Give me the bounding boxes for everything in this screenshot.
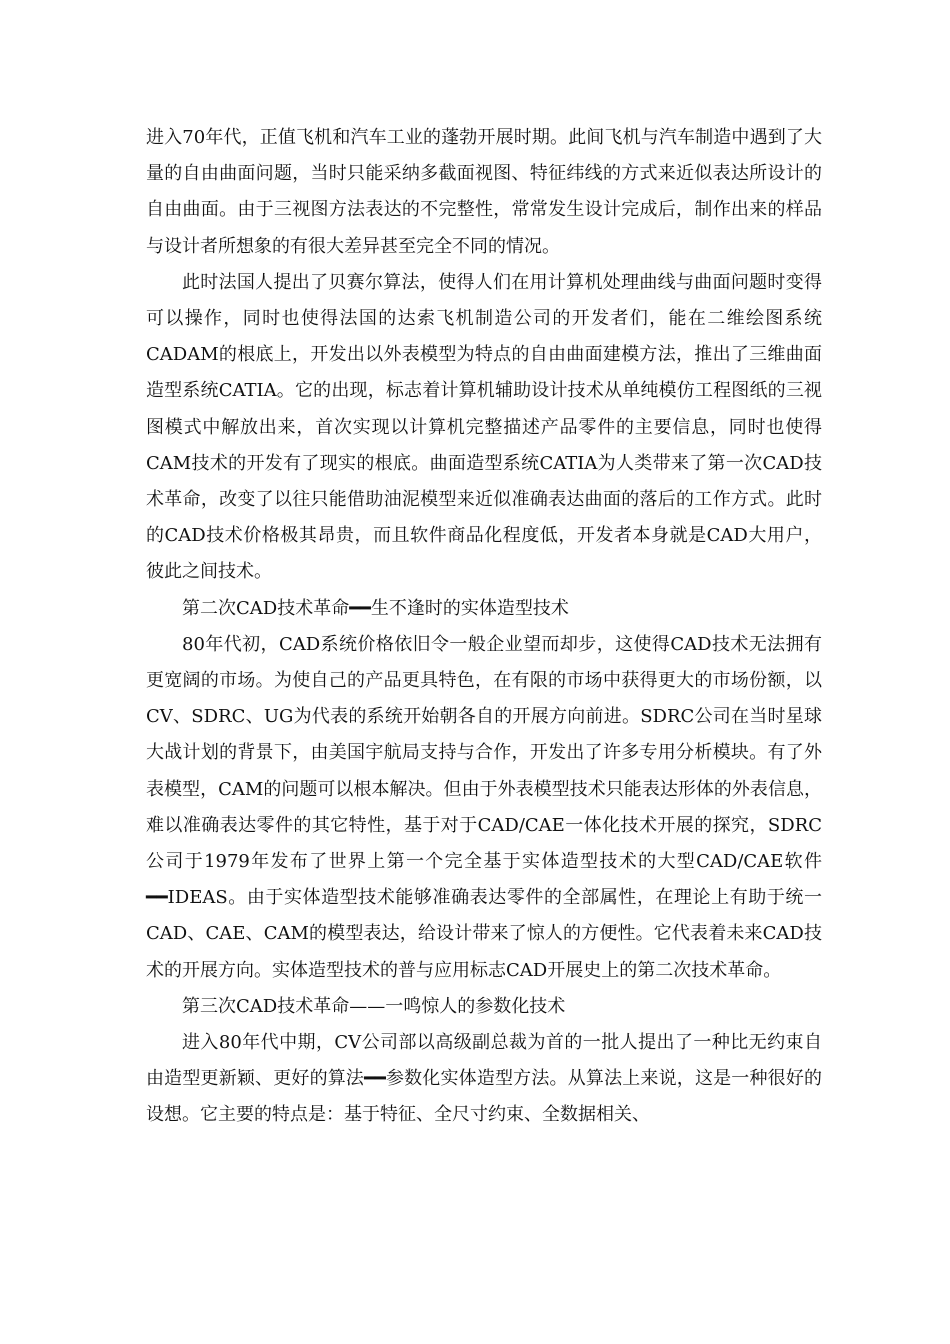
paragraph-2: 此时法国人提出了贝赛尔算法，使得人们在用计算机处理曲线与曲面问题时变得可以操作，同时也使得法国的达索飞机制造公司的开发者们，能在二维绘图系统CADAM的根底上，开发出以外表模型为特点的自由曲面建模方法，推出了三维曲面造型系统CATIA。它的出现，标志着计算机辅助设计技术从单纯模仿工程图纸的三视图模式中解放出来，首次实现以计算机完整描述产品零件的主要信息，同时也使得CAM技术的开发有了现实的根底。曲面造型系统CATIA为人类带来了第一次CAD技术革命，改变了以往只能借助油泥模型来近似准确表达曲面的落后的工作方式。此时的CAD技术价格极其昂贵，而且软件商品化程度低，开发者本身就是CAD大用户，彼此之间技术。 — [146, 271, 822, 583]
section-heading-second-revolution: 第二次CAD技术革命━━生不逢时的实体造型技术 — [182, 597, 569, 619]
section-heading-third-revolution: 第三次CAD技术革命——一鸣惊人的参数化技术 — [182, 995, 566, 1017]
paragraph-4: 进入80年代中期，CV公司部以高级副总裁为首的一批人提出了一种比无约束自由造型更新颖、更好的算法━━参数化实体造型方法。从算法上来说，这是一种很好的设想。它主要的特点是：基于特征、全尺寸约束、全数据相关、 — [146, 1032, 822, 1126]
body-text — [146, 120, 822, 1134]
paragraph-1: 进入70年代，正值飞机和汽车工业的蓬勃开展时期。此间飞机与汽车制造中遇到了大量的自由曲面问题，当时只能采纳多截面视图、特征纬线的方式来近似表达所设计的自由曲面。由于三视图方法表达的不完整性，常常发生设计完成后，制作出来的样品与设计者所想象的有很大差异甚至完全不同的情况。 — [146, 127, 822, 257]
paragraph-3: 80年代初，CAD系统价格依旧令一般企业望而却步，这使得CAD技术无法拥有更宽阔的市场。为使自己的产品更具特色，在有限的市场中获得更大的市场份额，以CV、SDRC、UG为代表的系统开始朝各自的开展方向前进。SDRC公司在当时星球大战计划的背景下，由美国宇航局支持与合作，开发出了许多专用分析模块。有了外表模型，CAM的问题可以根本解决。但由于外表模型技术只能表达形体的外表信息，难以准确表达零件的其它特性，基于对于CAD/CAE一体化技术开展的探究，SDRC公司于1979年发布了世界上第一个完全基于实体造型技术的大型CAD/CAE软件━━IDEAS。由于实体造型技术能够准确表达零件的全部属性，在理论上有助于统一CAD、CAE、CAM的模型表达，给设计带来了惊人的方便性。它代表着未来CAD技术的开展方向。实体造型技术的普与应用标志CAD开展史上的第二次技术革命。 — [146, 633, 822, 981]
